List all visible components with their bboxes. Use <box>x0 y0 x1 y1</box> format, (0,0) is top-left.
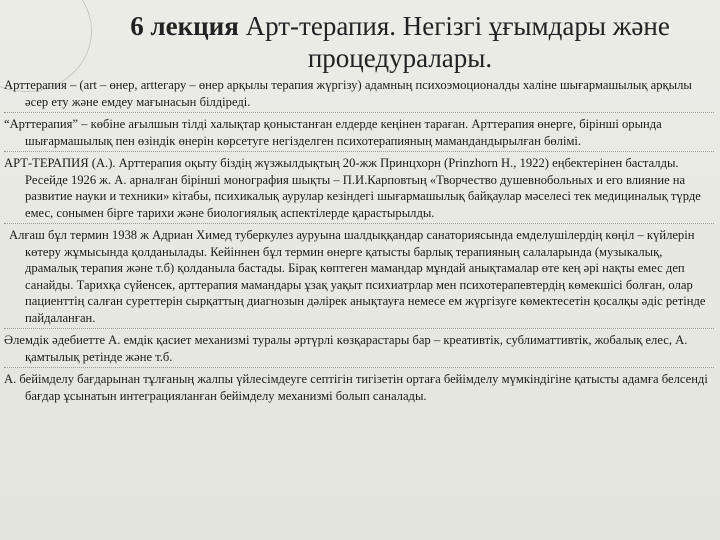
paragraph-lead: АРТ-ТЕРАПИЯ <box>4 156 89 170</box>
slide-content <box>4 77 714 404</box>
paragraph-mechanisms <box>4 328 714 365</box>
paragraph-text: “Арттерапия” – көбіне ағылшын тілді халықтар қоныстанған елдерде кеңінен тараған. Арттерапия өнерге, бірінші орында шығармашылық пен өзіндік өнерін көрсетуге негізделген психотерапияның мамандандырылған бөлімі. <box>4 117 662 148</box>
paragraph-text: Әлемдік әдебиетте А. емдік қасиет механизмі туралы әртүрлі көзқарастары бар – креативтік, сублиматтивтік, жобалық елес, А. қамтылық ретінде және т.б. <box>4 333 688 364</box>
paragraph-adaptation <box>4 367 714 404</box>
paragraph-text: (А.). Арттерапия оқыту біздің жүзжылдықтың 20-жж Принцхорн (Prinzhorn Н., 1922) еңбектерінен басталды. Ресейде 1926 ж. А. арналған бірінші монография шықты – П.И.Карповтың «Творчество душевнобольных и его влияние на развитие науки и техники» кітабы, психикалық аурулар кезіндегі шығармашылық байқаулар мәселесі тек медициналық түрде емес, сонымен бірге тарихи және биологиялық аспектілерде қарастырылды. <box>25 156 701 220</box>
slide-title <box>100 10 700 74</box>
paragraph-english-countries <box>4 112 714 149</box>
paragraph-term-origin <box>4 223 714 326</box>
paragraph-text: Арттерапия – (art – өнер, arttегару – өнер арқылы терапия жүргізу) адамның психоэмоционалды халіне шығармашылық арқылы әсер ету және емдеу мағынасын білдіреді. <box>4 78 692 109</box>
paragraph-history <box>4 151 714 221</box>
paragraph-text: Алғаш бұл термин 1938 ж Адриан Химед туберкулез ауруына шалдыққандар санаториясында емделушілердің көңіл – күйлерін көтеру жұмысында қолданылады. Кейіннен бұл термин өнерге қатысты барлық терапияның салаларында (музыкалық, драмалық терапия және т.б) қолданыла бастады. Бірақ көптеген мамандар мұндай анықтамалар өте кең әрі нақты емес деп санайды. Тарихқа сүйенсек, арттерапия мамандары ұзақ уақыт психиатрлар мен психотерапевтердің көмекшісі болған, олар пациенттің салған суреттерін сырқаттың диагнозын дәлірек анықтауға немесе ем жүргізуге көмектесетін қосалқы әдіс ретінде пайдаланған. <box>9 228 706 325</box>
lecture-number: 6 лекция <box>130 11 239 41</box>
paragraph-text: А. бейімделу бағдарынан тұлғаның жалпы үйлесімдеуге септігін тигізетін ортаға бейімделу мүмкіндігіне қатысты адамға белсенді бағдар ұсынатын интеграцияланған бейімделу механизмі болып саналады. <box>4 372 708 403</box>
paragraph-arttherapy-definition <box>4 77 714 110</box>
title-text: Арт-терапия. Негізгі ұғымдары және процедуралары. <box>238 11 670 73</box>
